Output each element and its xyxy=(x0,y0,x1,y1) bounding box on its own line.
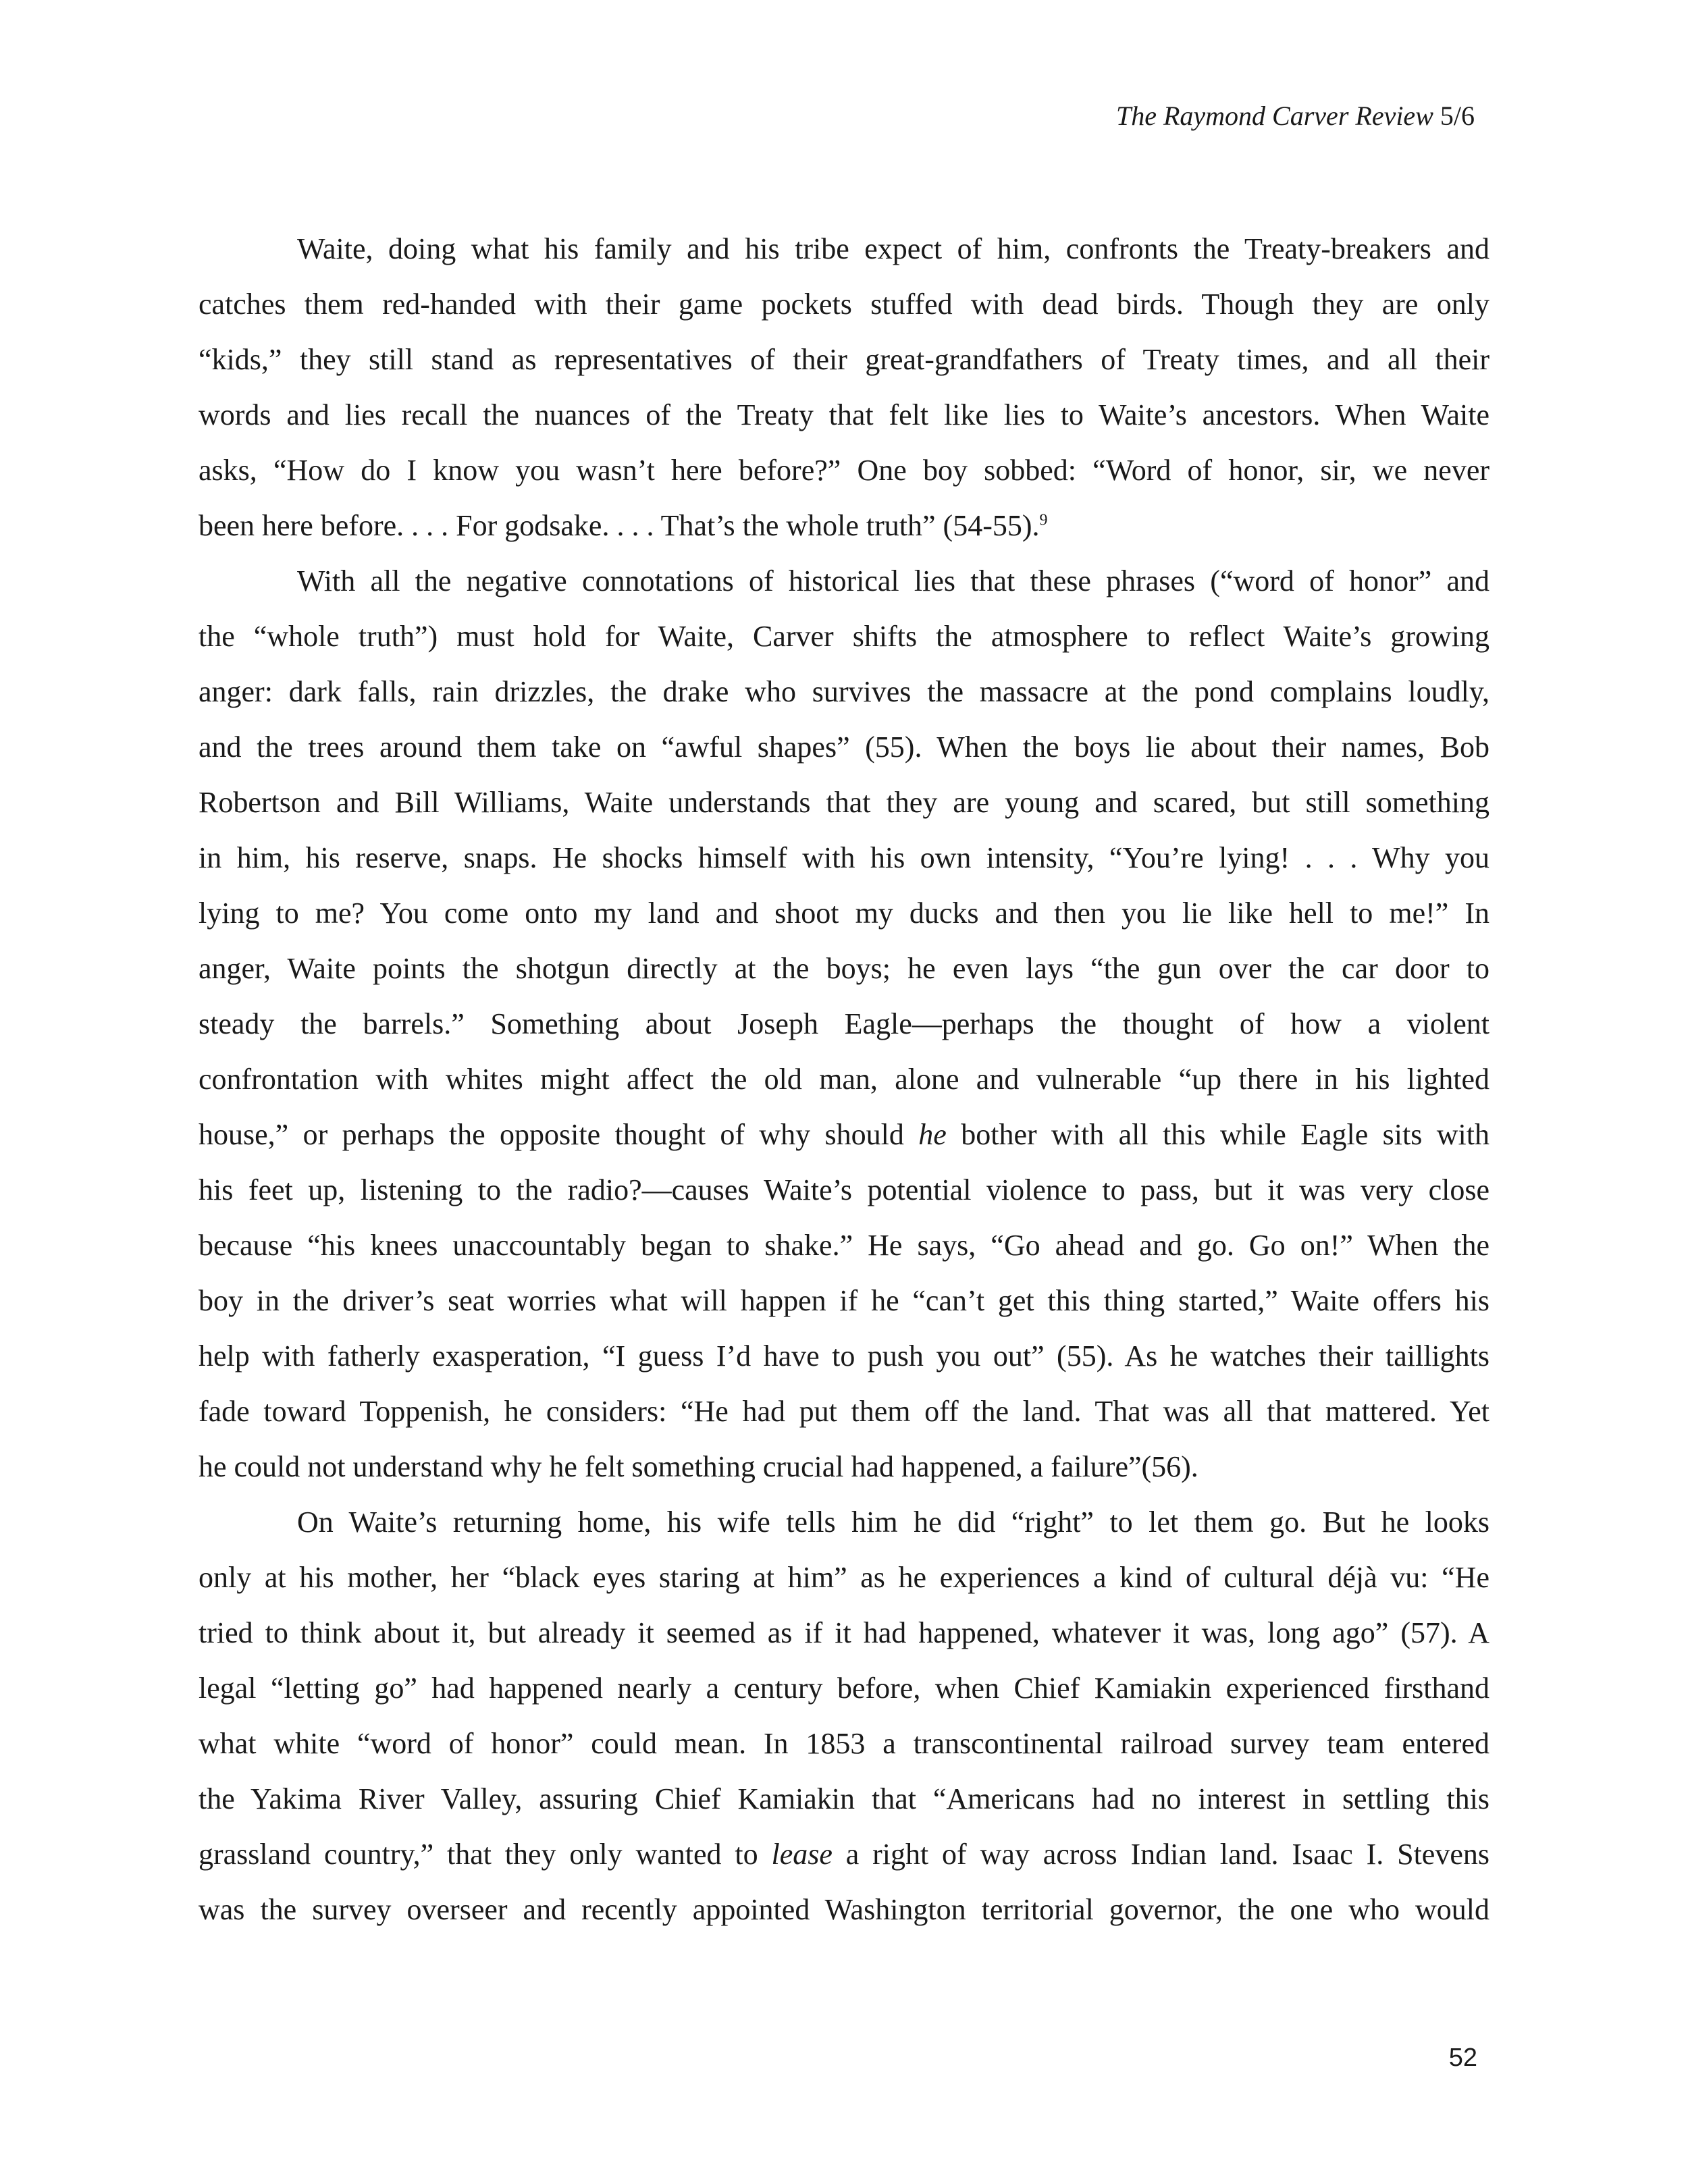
text-line: words and lies recall the nuances of the Treaty that felt like lies to Waite’s ancestors. When Waite xyxy=(199,398,1489,431)
text-line: he could not understand why he felt something crucial had happened, a failure”(56). xyxy=(199,1450,1198,1483)
text-line: steady the barrels.” Something about Joseph Eagle—perhaps the thought of how a violent xyxy=(199,1007,1489,1040)
text-line: was the survey overseer and recently appointed Washington territorial governor, the one who would xyxy=(199,1893,1489,1926)
text-line: what white “word of honor” could mean. In 1853 a transcontinental railroad survey team entered xyxy=(199,1727,1489,1760)
footnote-reference[interactable]: 9 xyxy=(1039,511,1048,529)
text-line: in him, his reserve, snaps. He shocks himself with his own intensity, “You’re lying! . . . Why you xyxy=(199,841,1489,874)
running-header xyxy=(1116,100,1475,132)
text-line: legal “letting go” had happened nearly a century before, when Chief Kamiakin experienced firsthand xyxy=(199,1672,1489,1705)
text-line: grassland country,” that they only wanted to lease a right of way across Indian land. Isaac I. Stevens xyxy=(199,1838,1489,1871)
text-line: “kids,” they still stand as representatives of their great-grandfathers of Treaty times, and all their xyxy=(199,343,1489,376)
text-line: anger: dark falls, rain drizzles, the drake who survives the massacre at the pond complains loudly, xyxy=(199,675,1489,708)
text-line: the “whole truth”) must hold for Waite, Carver shifts the atmosphere to reflect Waite’s growing xyxy=(199,620,1489,653)
issue-number: 5/6 xyxy=(1440,101,1475,131)
text-line: confrontation with whites might affect the old man, alone and vulnerable “up there in his lighted xyxy=(199,1063,1489,1096)
body-text xyxy=(199,221,1489,1938)
emphasis: he xyxy=(918,1118,947,1151)
text-line: With all the negative connotations of historical lies that these phrases (“word of honor” and xyxy=(297,564,1489,597)
text-line: because “his knees unaccountably began to shake.” He says, “Go ahead and go. Go on!” When the xyxy=(199,1229,1489,1262)
text-line: Robertson and Bill Williams, Waite understands that they are young and scared, but still something xyxy=(199,786,1489,819)
text-line: been here before. . . . For godsake. . . . That’s the whole truth” (54-55).$^9$ xyxy=(199,509,1048,542)
text-line: catches them red-handed with their game pockets stuffed with dead birds. Though they are only xyxy=(199,288,1489,321)
journal-title: The Raymond Carver Review xyxy=(1115,101,1433,131)
text-line: Waite, doing what his family and his tribe expect of him, confronts the Treaty-breakers and xyxy=(297,232,1489,265)
text-line: the Yakima River Valley, assuring Chief Kamiakin that “Americans had no interest in settling this xyxy=(199,1782,1489,1815)
text-line: help with fatherly exasperation, “I guess I’d have to push you out” (55). As he watches their taillights xyxy=(199,1339,1489,1373)
text-line: fade toward Toppenish, he considers: “He had put them off the land. That was all that mattered. Yet xyxy=(199,1395,1489,1428)
text-line: only at his mother, her “black eyes staring at him” as he experiences a kind of cultural déjà vu: “He xyxy=(199,1561,1489,1594)
text-line: asks, “How do I know you wasn’t here before?” One boy sobbed: “Word of honor, sir, we never xyxy=(199,454,1489,487)
text-line: his feet up, listening to the radio?—causes Waite’s potential violence to pass, but it was very close xyxy=(199,1173,1489,1206)
text-line: boy in the driver’s seat worries what will happen if he “can’t get this thing started,” Waite offers his xyxy=(199,1284,1489,1317)
text-line: and the trees around them take on “awful shapes” (55). When the boys lie about their names, Bob xyxy=(199,730,1489,764)
text-line: tried to think about it, but already it seemed as if it had happened, whatever it was, long ago” (57). A xyxy=(199,1616,1489,1649)
text-line: anger, Waite points the shotgun directly at the boys; he even lays “the gun over the car door to xyxy=(199,952,1489,985)
page-number: 52 xyxy=(1448,2044,1477,2072)
text-line: On Waite’s returning home, his wife tells him he did “right” to let them go. But he looks xyxy=(297,1506,1489,1539)
text-line: house,” or perhaps the opposite thought of why should he bother with all this while Eagle sits with xyxy=(199,1118,1489,1151)
text-line: lying to me? You come onto my land and shoot my ducks and then you lie like hell to me!” In xyxy=(199,897,1489,930)
emphasis: lease xyxy=(771,1838,833,1871)
